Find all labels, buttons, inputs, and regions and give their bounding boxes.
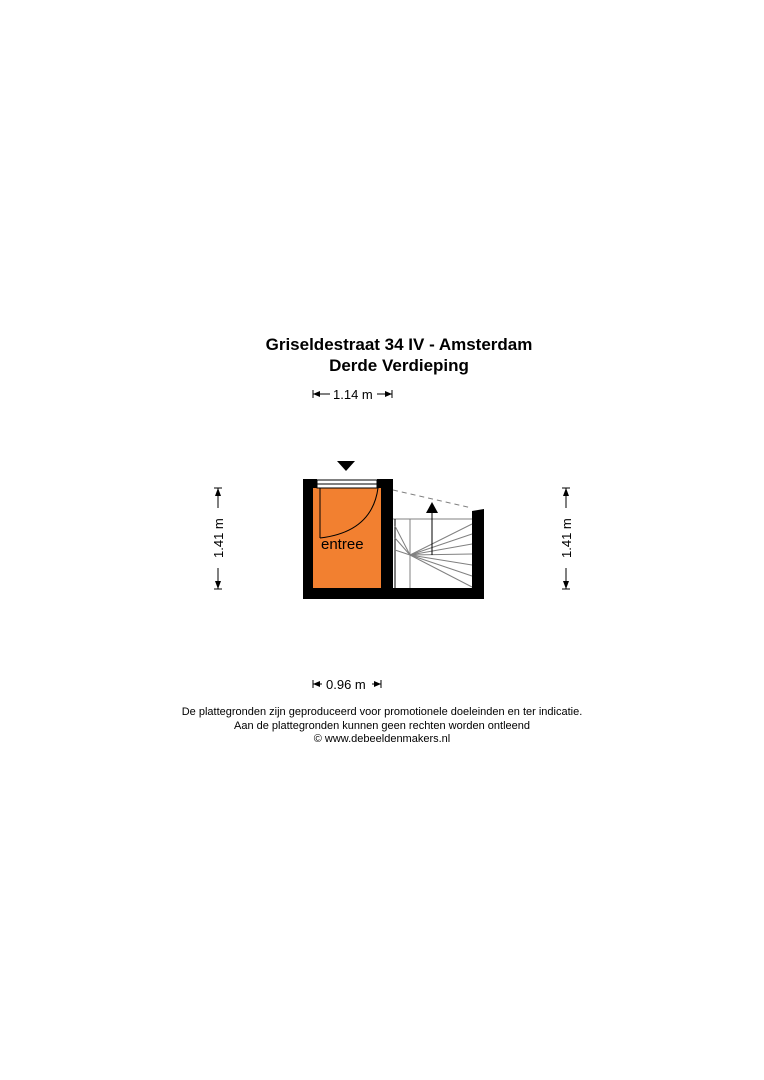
dimension-top bbox=[313, 387, 392, 402]
dimension-right-label: 1.41 m bbox=[559, 518, 574, 558]
disclaimer-line-1: De plattegronden zijn geproduceerd voor promotionele doeleinden en ter indicatie. bbox=[181, 706, 583, 718]
stair-up-arrow-icon bbox=[426, 502, 438, 513]
floor-title: Derde Verdieping bbox=[329, 356, 469, 375]
dimension-top-label: 1.14 m bbox=[333, 387, 373, 402]
entrance-arrow-icon bbox=[337, 461, 355, 471]
dimension-left-label: 1.41 m bbox=[211, 518, 226, 558]
disclaimer-line-2: Aan de plattegronden kunnen geen rechten worden ontleend bbox=[233, 719, 530, 732]
dimension-bottom-label: 0.96 m bbox=[326, 677, 366, 692]
dimension-left bbox=[211, 488, 226, 589]
dimension-bottom bbox=[313, 677, 381, 692]
window bbox=[317, 480, 377, 488]
address-title: Griseldestraat 34 IV - Amsterdam bbox=[265, 335, 533, 354]
dimension-right bbox=[559, 488, 574, 589]
disclaimer bbox=[0, 706, 764, 747]
copyright-link[interactable]: © www.debeeldenmakers.nl bbox=[313, 733, 451, 745]
room-label-entree: entree bbox=[321, 536, 364, 553]
